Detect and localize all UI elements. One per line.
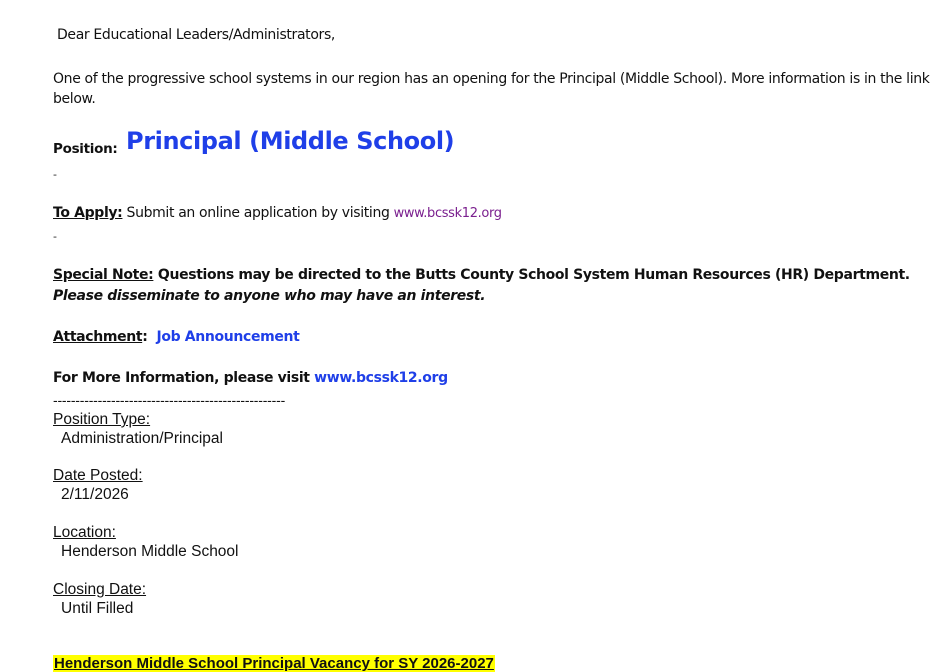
separator-dash: - (53, 168, 57, 181)
intro-paragraph: One of the progressive school systems in our region has an opening for the Principal (Middle School). More information is in the link below. (53, 71, 930, 107)
attachment-label: Attachment (53, 329, 143, 345)
dashed-divider: ---------------------------------------------------- (53, 392, 286, 408)
location-label: Location: (53, 524, 116, 541)
more-info-text: For More Information, please visit (53, 370, 315, 386)
attachment-line (53, 329, 299, 345)
vacancy-heading: Henderson Middle School Principal Vacancy for SY 2026-2027 (54, 655, 494, 672)
closing-date-label: Closing Date: (53, 581, 147, 598)
special-note-line (53, 267, 910, 283)
date-posted-label: Date Posted: (53, 467, 143, 484)
special-note-label: Special Note: (53, 267, 154, 283)
apply-website-link[interactable]: www.bcssk12.org (393, 206, 502, 221)
separator-dash: - (53, 230, 57, 243)
job-announcement-link[interactable]: Job Announcement (156, 329, 300, 345)
disseminate-note: Please disseminate to anyone who may have an interest. (53, 288, 486, 304)
apply-text: Submit an online application by visiting (122, 205, 394, 221)
position-type-label: Position Type: (53, 411, 151, 428)
position-label: Position: (53, 141, 118, 157)
position-title: Principal (Middle School) (126, 127, 455, 155)
more-info-website-link[interactable]: www.bcssk12.org (314, 370, 448, 386)
apply-label: To Apply: (53, 205, 123, 221)
special-note-text: Questions may be directed to the Butts County School System Human Resources (HR) Department. (153, 267, 910, 283)
location-value: Henderson Middle School (61, 543, 239, 560)
attachment-colon: : (142, 329, 157, 345)
more-info-line (53, 370, 448, 386)
apply-line (53, 205, 502, 221)
position-type-value: Administration/Principal (61, 430, 223, 447)
closing-date-value: Until Filled (61, 600, 134, 617)
date-posted-value: 2/11/2026 (61, 486, 129, 503)
greeting: Dear Educational Leaders/Administrators, (57, 27, 335, 43)
